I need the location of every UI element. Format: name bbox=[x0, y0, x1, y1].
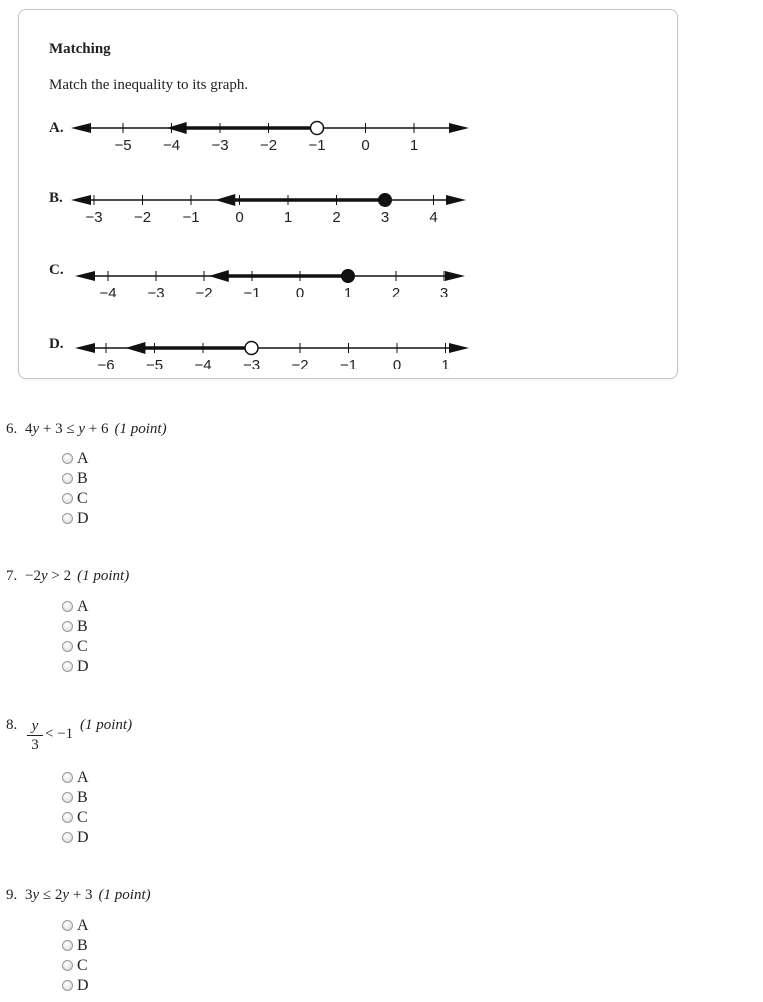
question-text: < −1 bbox=[45, 726, 74, 742]
radio-button[interactable] bbox=[62, 940, 73, 951]
axis-right-arrow-icon bbox=[449, 343, 469, 353]
solution-arrow-icon bbox=[215, 194, 235, 206]
number-line-c-graph bbox=[19, 257, 679, 297]
graph-label-c: C. bbox=[49, 262, 64, 278]
tick-label: 2 bbox=[391, 285, 401, 297]
tick-label: −2 bbox=[259, 137, 278, 154]
radio-button[interactable] bbox=[62, 453, 73, 464]
radio-button[interactable] bbox=[62, 661, 73, 672]
question-points: (1 point) bbox=[114, 421, 167, 437]
radio-button[interactable] bbox=[62, 493, 73, 504]
axis-left-arrow-icon bbox=[75, 343, 95, 353]
question-number: 8. bbox=[6, 717, 18, 733]
radio-button[interactable] bbox=[62, 960, 73, 971]
radio-button[interactable] bbox=[62, 832, 73, 843]
number-line-c bbox=[19, 257, 679, 297]
radio-button[interactable] bbox=[62, 513, 73, 524]
tick-label: −3 bbox=[242, 357, 261, 369]
open-endpoint bbox=[311, 122, 324, 135]
tick-label: −4 bbox=[99, 285, 117, 297]
number-line-b bbox=[19, 182, 679, 222]
question-number: 7. bbox=[6, 568, 18, 584]
radio-button[interactable] bbox=[62, 812, 73, 823]
solution-arrow-icon bbox=[209, 270, 229, 282]
question-points: (1 point) bbox=[77, 568, 130, 584]
tick-label: 1 bbox=[283, 209, 293, 222]
fraction: y 3 bbox=[25, 717, 45, 754]
axis-right-arrow-icon bbox=[446, 195, 466, 205]
tick-label: −1 bbox=[339, 357, 358, 369]
solution-arrow-icon bbox=[125, 342, 145, 354]
matching-instruction: Match the inequality to its graph. bbox=[49, 77, 249, 93]
tick-label: 2 bbox=[332, 209, 341, 222]
tick-label: 0 bbox=[361, 137, 370, 154]
tick-label: −1 bbox=[308, 137, 326, 154]
axis-left-arrow-icon bbox=[71, 123, 91, 133]
tick-label: 3 bbox=[380, 209, 390, 222]
tick-label: −1 bbox=[243, 285, 261, 297]
tick-label: 1 bbox=[343, 285, 353, 297]
axis-right-arrow-icon bbox=[449, 123, 469, 133]
question-text: 4y + 3 ≤ y + 6 (1 point) bbox=[25, 421, 167, 437]
tick-label: −2 bbox=[195, 285, 213, 297]
radio-button[interactable] bbox=[62, 473, 73, 484]
axis-left-arrow-icon bbox=[71, 195, 91, 205]
question-points: (1 point) bbox=[98, 887, 151, 903]
tick-label: 1 bbox=[409, 137, 419, 154]
tick-label: −3 bbox=[211, 137, 229, 154]
matching-card bbox=[18, 9, 678, 379]
number-line-d-graph bbox=[19, 329, 679, 369]
question-number: 6. bbox=[6, 421, 18, 437]
tick-label: −5 bbox=[145, 357, 164, 369]
matching-title: Matching bbox=[49, 41, 111, 57]
tick-label: 0 bbox=[295, 285, 305, 297]
tick-label: −3 bbox=[85, 209, 103, 222]
radio-button[interactable] bbox=[62, 601, 73, 612]
graph-label-b: B. bbox=[49, 190, 63, 206]
graph-label-a: A. bbox=[49, 120, 64, 136]
number-line-d bbox=[19, 329, 679, 369]
solution-arrow-icon bbox=[167, 122, 187, 134]
question-number: 9. bbox=[6, 887, 18, 903]
tick-label: −3 bbox=[147, 285, 165, 297]
tick-label: −4 bbox=[162, 137, 181, 154]
question-text: −2y > 2 (1 point) bbox=[25, 568, 130, 584]
number-line-a bbox=[19, 114, 679, 154]
question-points: (1 point) bbox=[80, 717, 133, 733]
number-line-a-graph bbox=[19, 114, 679, 154]
radio-button[interactable] bbox=[62, 980, 73, 991]
radio-button[interactable] bbox=[62, 621, 73, 632]
tick-label: 0 bbox=[392, 357, 402, 369]
closed-endpoint bbox=[342, 270, 355, 283]
tick-label: −2 bbox=[291, 357, 309, 369]
tick-label: −6 bbox=[97, 357, 115, 369]
tick-label: −1 bbox=[182, 209, 200, 222]
tick-label: −2 bbox=[133, 209, 152, 222]
number-line-b-graph bbox=[19, 182, 679, 222]
tick-label: 0 bbox=[235, 209, 244, 222]
open-endpoint bbox=[245, 342, 258, 355]
tick-label: 3 bbox=[439, 285, 449, 297]
question-text: 3y ≤ 2y + 3 (1 point) bbox=[25, 887, 151, 903]
radio-button[interactable] bbox=[62, 772, 73, 783]
graph-label-d: D. bbox=[49, 336, 64, 352]
radio-button[interactable] bbox=[62, 792, 73, 803]
axis-left-arrow-icon bbox=[75, 271, 95, 281]
closed-endpoint bbox=[379, 194, 392, 207]
tick-label: −4 bbox=[194, 357, 212, 369]
radio-button[interactable] bbox=[62, 641, 73, 652]
axis-right-arrow-icon bbox=[445, 271, 465, 281]
radio-button[interactable] bbox=[62, 920, 73, 931]
tick-label: 4 bbox=[429, 209, 438, 222]
tick-label: −5 bbox=[114, 137, 132, 154]
tick-label: 1 bbox=[441, 357, 450, 369]
